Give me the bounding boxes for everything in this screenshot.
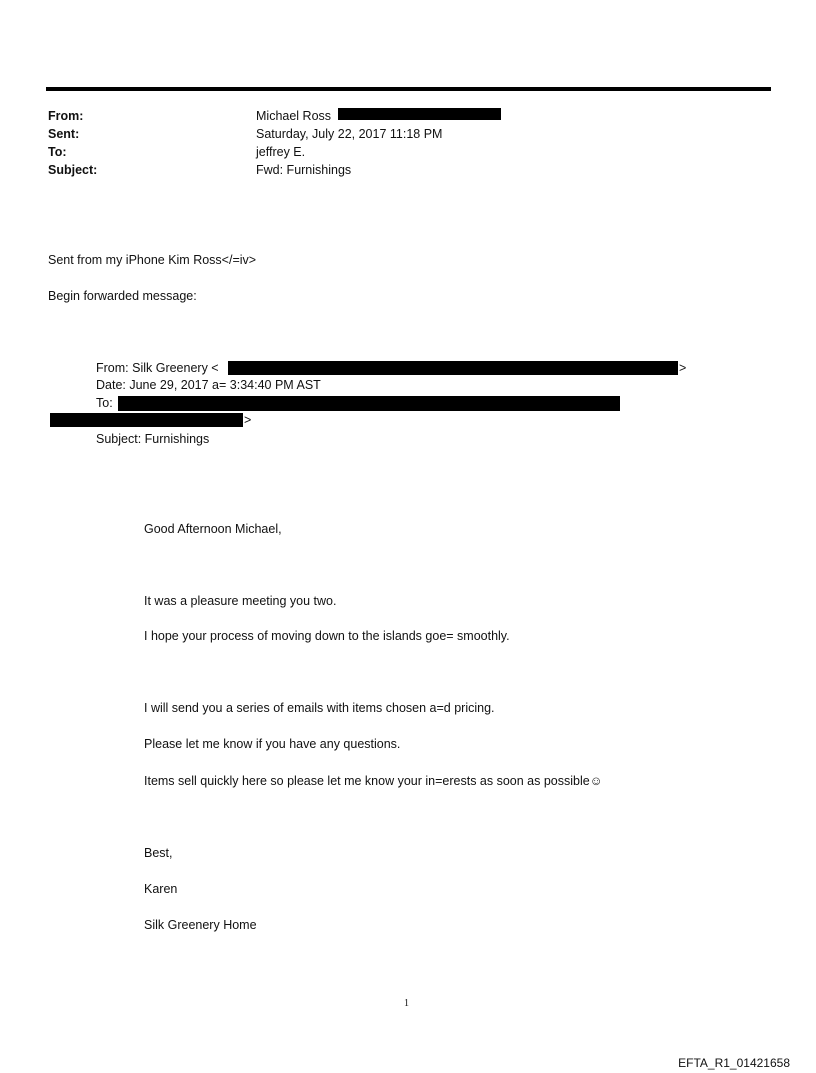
body-paragraph: It was a pleasure meeting you two.: [144, 594, 337, 608]
bates-number: EFTA_R1_01421658: [678, 1056, 790, 1070]
closing: Best,: [144, 846, 173, 860]
body-paragraph: Items sell quickly here so please let me know your in=erests as soon as possible☺: [144, 774, 603, 788]
subject-value: Fwd: Furnishings: [256, 163, 352, 177]
sent-label: Sent:: [48, 127, 80, 141]
from-label: From:: [48, 109, 84, 123]
body-paragraph: I hope your process of moving down to the islands goe= smoothly.: [144, 629, 510, 643]
begin-forwarded-label: Begin forwarded message:: [48, 289, 197, 303]
forwarded-to: To:: [96, 396, 113, 410]
header-divider: [46, 87, 771, 91]
to-value: jeffrey E.: [256, 145, 306, 159]
redaction-box: [338, 108, 501, 120]
forwarded-subject: Subject: Furnishings: [96, 432, 210, 446]
redaction-box: [228, 361, 678, 375]
forwarded-from: From: Silk Greenery <: [96, 361, 219, 375]
subject-label: Subject:: [48, 163, 98, 177]
forwarded-to-close: >: [244, 413, 252, 427]
sent-value: Saturday, July 22, 2017 11:18 PM: [256, 127, 443, 141]
forwarded-from-close: >: [679, 361, 687, 375]
to-label: To:: [48, 145, 67, 159]
sender-name: Karen: [144, 882, 178, 896]
forwarded-date: Date: June 29, 2017 a= 3:34:40 PM AST: [96, 378, 321, 392]
page-number: 1: [404, 998, 409, 1009]
sender-company: Silk Greenery Home: [144, 918, 257, 932]
iphone-signature: Sent from my iPhone Kim Ross</=iv>: [48, 253, 257, 267]
redaction-box: [50, 413, 243, 427]
body-paragraph: Please let me know if you have any questions.: [144, 737, 401, 751]
body-paragraph: I will send you a series of emails with items chosen a=d pricing.: [144, 701, 495, 715]
greeting: Good Afternoon Michael,: [144, 522, 282, 536]
redaction-box: [118, 396, 620, 411]
from-value: Michael Ross: [256, 109, 332, 123]
